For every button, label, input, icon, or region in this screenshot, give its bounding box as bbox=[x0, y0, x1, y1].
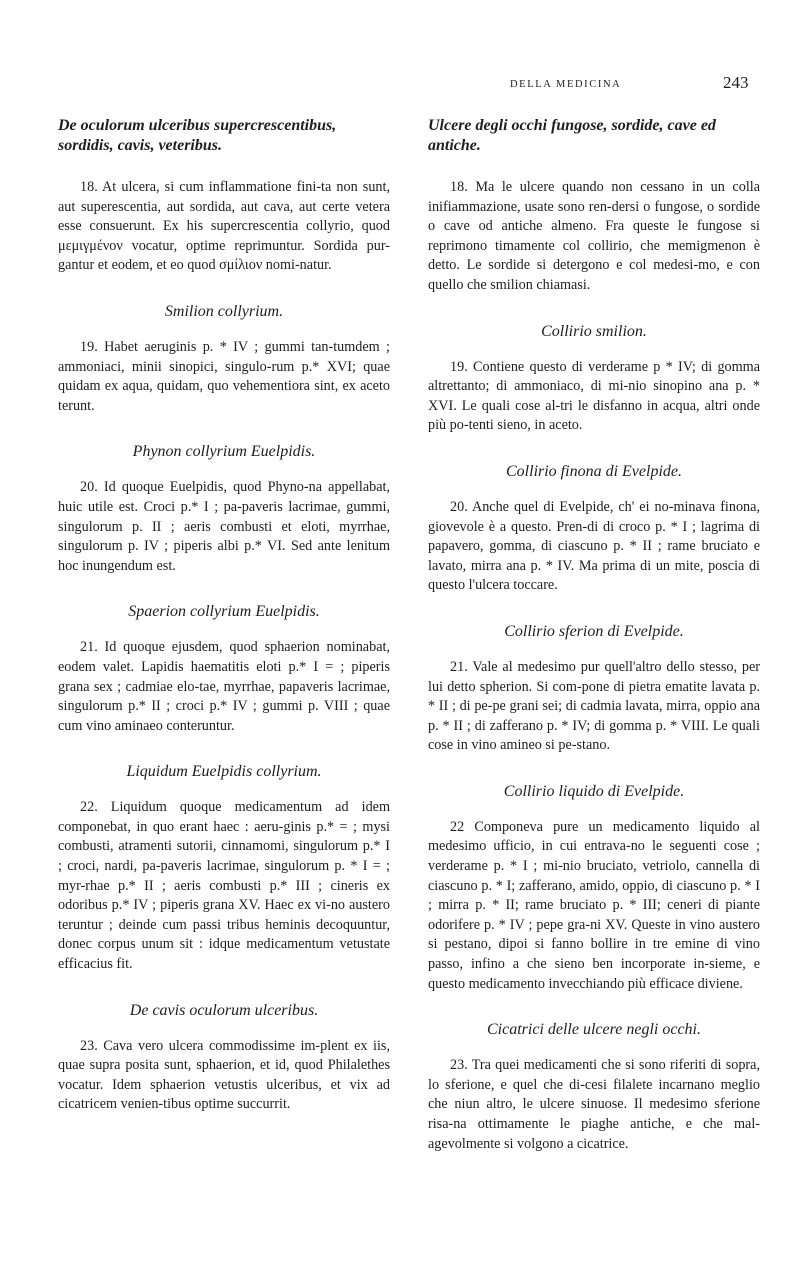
latin-paragraph-21: 21. Id quoque ejusdem, quod sphaerion nominabat, eodem valet. Lapidis haematitis eloti p.* I = ; piperis grana sex ; cadmiae elo-tae, myrrhae, papaveris lacrimae, singulorum p.* II ; croci p.* IV ; gummi p. VIII ; quae cum vino aminaeo conteruntur. bbox=[58, 639, 390, 734]
italian-title-20: Collirio finona di Evelpide. bbox=[506, 462, 682, 480]
italian-column bbox=[428, 116, 760, 1154]
latin-title-21: Spaerion collyrium Euelpidis. bbox=[128, 603, 320, 621]
italian-paragraph-20: 20. Anche quel di Evelpide, ch' ei no-minava finona, giovevole è a questo. Pren-di di croco p. * I ; lagrima di papavero, gomma, di ciascuno p. * II ; rame bruciato e lavato, mirra ana p. * IV. Ma prima di un mite, poscia di questo l'ulcera toccare. bbox=[428, 498, 760, 594]
latin-paragraph-18: 18. At ulcera, si cum inflammatione fini-ta non sunt, aut superescentia, aut sordida, aut cava, aut certe vetera esse consuerunt. Ex his supercrescentia collyrio, quod μεμιγμένον vocatur, optime reprimuntur. Sordida pur-gantur et eodem, et eo quod σμίλιον nomi-natur. bbox=[58, 179, 390, 274]
italian-title-22: Collirio liquido di Evelpide. bbox=[503, 782, 685, 800]
latin-column bbox=[58, 116, 390, 1115]
italian-paragraph-21: 21. Vale al medesimo pur quell'altro dello stesso, per lui detto spherion. Si com-pone di pietra ematite lavata p. * II ; di pe-pe grani sei; di cadmia lavata, mirra, oppio ana p. * II ; di zafferano p. * IV; di gomma p. * VIII. Le quali cose in vino amineo si pe-stano. bbox=[428, 658, 760, 754]
page-number: 243 bbox=[723, 73, 749, 92]
italian-paragraph-23: 23. Tra quei medicamenti che si sono riferiti di sopra, lo sferione, e quel che di-cesi filalete incarnano meglio che niun altro, le ulcere sinuose. Il medesimo sferione risa-na ottimamente le piaghe antiche, e che mal-agevolmente si volgono a cicatrice. bbox=[428, 1057, 760, 1152]
latin-paragraph-22: 22. Liquidum quoque medicamentum ad idem componebat, in quo erant haec : aeru-ginis p.* = ; mysi combusti, atramenti sutorii, cinnamomi, singulorum p.* I ; croci, nardi, pa-paveris lacrimae, singulorum p. * I = ; myr-rhae p.* II ; aeris combusti p.* III ; cineris ex odoribus p.* IV ; piperis grana XV. Haec ex vi-no austero teruntur ; deinde cum passi tribus heminis decoquuntur, donec corpus unum sit : idque medicamentum vetustate efficacius fit. bbox=[58, 799, 390, 973]
latin-title-23: De cavis oculorum ulceribus. bbox=[129, 1001, 319, 1019]
italian-paragraph-18: 18. Ma le ulcere quando non cessano in un colla inifiammazione, usate sono ren-dersi o fungose, o sordide o cave od antiche almeno. Fra queste le fungose si reprimono timamente col collirio, che memigmenon è detto. Le sordide si detergono e col medesi-mo, e con quello che smilion chiamasi. bbox=[428, 179, 760, 293]
italian-heading: Ulcere degli occhi fungose, sordide, cave ed antiche. bbox=[428, 117, 716, 154]
italian-title-23: Cicatrici delle ulcere negli occhi. bbox=[487, 1021, 701, 1039]
running-head bbox=[0, 73, 800, 103]
running-head-title: DELLA MEDICINA bbox=[510, 79, 622, 90]
italian-paragraph-22: 22 Componeva pure un medicamento liquido al medesimo ufficio, in cui entrava-no le seguenti cose ; verderame p. * I ; mi-nio bruciato, vetriolo, cannella di ciascuno p. * I; zafferano, amido, oppio, di ciascuno p. * I ; mirra p. * II; rame bruciato p. * III; ceneri di piante odorifere p. * IV ; pepe gra-ni XV. Queste in vino austero si pestano, dipoi si fanno bollire in tre emine di vino passo, infino a che sieno ben incorporate in-sieme, e questo medicamento invecchiando più efficace diviene. bbox=[428, 818, 760, 992]
latin-paragraph-19: 19. Habet aeruginis p. * IV ; gummi tan-tumdem ; ammoniaci, minii sinopici, singulo-rum p.* XVI; quae quidam ex aqua, quidam, quo vehementiora sint, ex aceto terunt. bbox=[58, 338, 390, 414]
latin-paragraph-20: 20. Id quoque Euelpidis, quod Phyno-na appellabat, huic utile est. Croci p.* I ; pa-paveris lacrimae, gummi, singulorum p. II ; aeris combusti et eloti, myrrhae, singulorum p. IV ; piperis albi p.* VI. Sed ante lenitum hoc inungendum est. bbox=[58, 479, 390, 574]
latin-title-22: Liquidum Euelpidis collyrium. bbox=[126, 763, 322, 781]
italian-title-21: Collirio sferion di Evelpide. bbox=[504, 622, 684, 640]
latin-paragraph-23: 23. Cava vero ulcera commodissime im-plent ex iis, quae supra posita sunt, sphaerion, et id, quod Philalethes vocatur. Idem sphaerion vetustis ulceribus, et vix ad cicatricem venien-tibus optime succurrit. bbox=[58, 1037, 390, 1113]
latin-title-19: Smilion collyrium. bbox=[164, 302, 284, 320]
latin-heading: De oculorum ulceribus supercrescentibus, sordidis, cavis, veteribus. bbox=[58, 117, 337, 154]
italian-title-19: Collirio smilion. bbox=[541, 322, 647, 340]
italian-paragraph-19: 19. Contiene questo di verderame p * IV; di gomma altrettanto; di ammoniaco, di mi-nio sinopino ana p. * XVI. Le quali cose al-tri le disfanno in acqua, altri onde più po-tenti sieno, in aceto. bbox=[428, 358, 760, 434]
latin-title-20: Phynon collyrium Euelpidis. bbox=[132, 443, 316, 461]
